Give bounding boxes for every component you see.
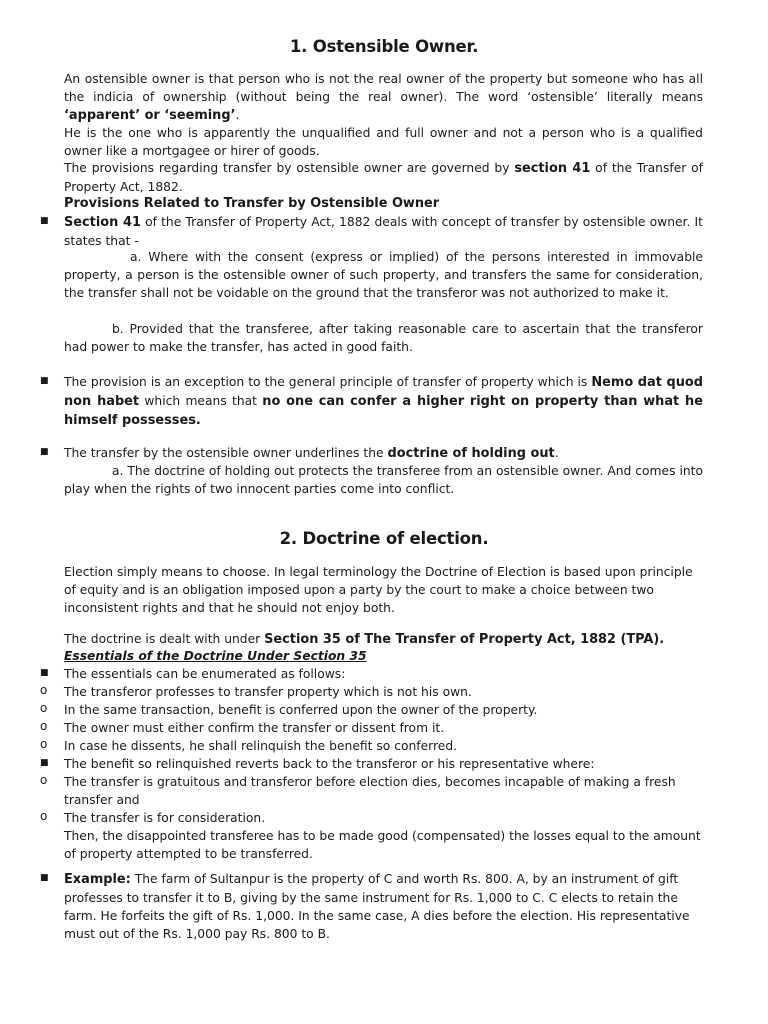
s2-list-item: In case he dissents, he shall relinquish the benefit so conferred. — [64, 739, 458, 753]
circle-bullet-icon: o — [40, 719, 48, 733]
s2-list-item: The essentials can be enumerated as follows: — [64, 667, 346, 681]
s2-list-item: The benefit so relinquished reverts back to the transferor or his representative where: — [64, 757, 595, 771]
section-2-heading: 2. Doctrine of election. — [279, 529, 489, 548]
circle-bullet-icon: o — [40, 683, 48, 697]
s1-subheading: Provisions Related to Transfer by Ostensible Owner — [64, 196, 440, 211]
square-bullet-icon: ■ — [40, 447, 49, 457]
s1-holding-out-a: a. The doctrine of holding out protects the transferee from an ostensible owner. And comes into play when the rights of two innocent parties come into conflict. — [64, 464, 703, 496]
s2-list-item: The transfer is for consideration. — [64, 811, 266, 825]
s2-list-item: The owner must either confirm the transfer or dissent from it. — [64, 721, 445, 735]
square-bullet-icon: ■ — [40, 668, 49, 678]
s2-paragraph-2: The doctrine is dealt with under Section 35 of The Transfer of Property Act, 1882 (TPA). — [64, 632, 665, 647]
s1-clause-b: b. Provided that the transferee, after taking reasonable care to ascertain that the transferor had power to make the transfer, has acted in good faith. — [64, 322, 703, 354]
s2-list-item: In the same transaction, benefit is conferred upon the owner of the property. — [64, 703, 538, 717]
square-bullet-icon: ■ — [40, 873, 49, 883]
circle-bullet-icon: o — [40, 809, 48, 823]
s2-then-paragraph: Then, the disappointed transferee has to be made good (compensated) the losses equal to the amount of property attempted to be transferred. — [64, 829, 701, 861]
square-bullet-icon: ■ — [40, 216, 49, 226]
square-bullet-icon: ■ — [40, 376, 49, 386]
s2-list-item: The transfer is gratuitous and transferor before election dies, becomes incapable of making a fresh transfer and — [64, 775, 676, 807]
s2-list-item: The transferor professes to transfer property which is not his own. — [64, 685, 472, 699]
s1-bullet-holding-out: The transfer by the ostensible owner underlines the doctrine of holding out. — [64, 446, 559, 461]
s2-example: Example: The farm of Sultanpur is the property of C and worth Rs. 800. A, by an instrument of gift professes to transfer it to B, giving by the same instrument for Rs. 1,000 to C. C elects to retain the farm. He forfeits the gift of Rs. 1,000. In the same case, A dies before the election. His representative must out of the Rs. 1,000 pay Rs. 800 to B. — [64, 872, 690, 941]
circle-bullet-icon: o — [40, 773, 48, 787]
s1-bullet-nemo-dat: The provision is an exception to the general principle of transfer of property which is Nemo dat quod non habet which means that no one can confer a higher right on property than what he himself possesses. — [64, 375, 703, 428]
s1-paragraph-2: He is the one who is apparently the unqualified and full owner and not a person who is a qualified owner like a mortgagee or hirer of goods. — [64, 126, 703, 158]
s1-bullet-section-41: Section 41 of the Transfer of Property Act, 1882 deals with concept of transfer by ostensible owner. It states that - — [64, 215, 703, 248]
s1-paragraph-3: The provisions regarding transfer by ostensible owner are governed by section 41 of the Transfer of Property Act, 1882. — [64, 161, 703, 194]
s1-clause-a: a. Where with the consent (express or implied) of the persons interested in immovable property, a person is the ostensible owner of such property, and transfers the same for consideration, the transfer shall not be voidable on the ground that the transferor was not authorized to make it. — [64, 250, 703, 300]
circle-bullet-icon: o — [40, 701, 48, 715]
s2-subheading: Essentials of the Doctrine Under Section 35 — [64, 649, 367, 663]
s2-paragraph-1: Election simply means to choose. In legal terminology the Doctrine of Election is based upon principle of equity and is an obligation imposed upon a party by the court to make a choice between two inconsistent rights and that he should not enjoy both. — [64, 565, 693, 615]
circle-bullet-icon: o — [40, 737, 48, 751]
square-bullet-icon: ■ — [40, 758, 49, 768]
s1-paragraph-1: An ostensible owner is that person who is not the real owner of the property but someone who has all the indicia of ownership (without being the real owner). The word ‘ostensible’ literally means ‘apparent’ or ‘seeming’. — [64, 72, 703, 123]
section-1-heading: 1. Ostensible Owner. — [289, 37, 479, 56]
